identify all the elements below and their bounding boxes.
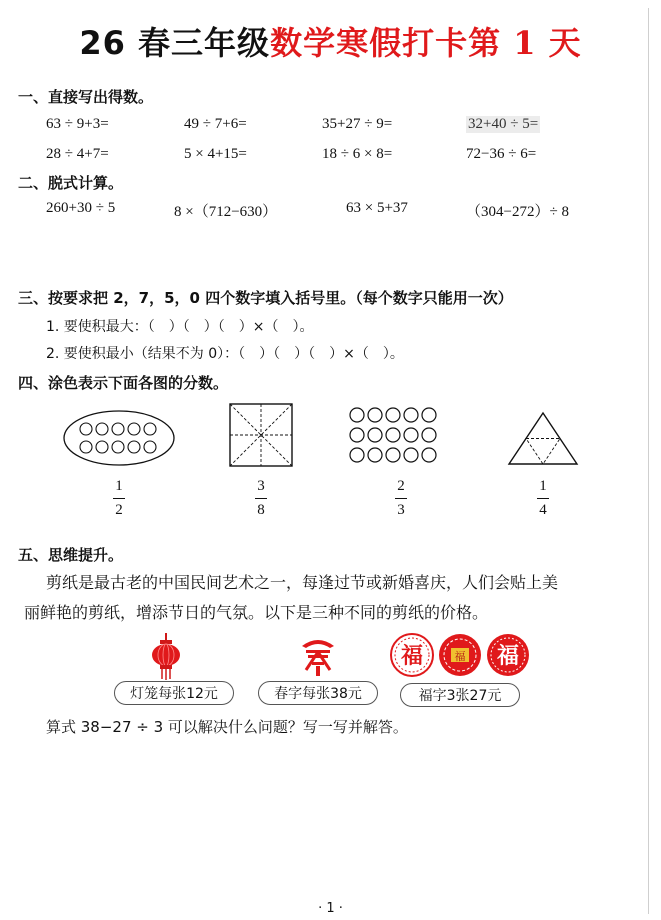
svg-text:福: 福 bbox=[454, 650, 466, 663]
svg-text:福: 福 bbox=[400, 643, 424, 669]
svg-text:福: 福 bbox=[496, 643, 520, 669]
price-tag-lantern: 灯笼每张12元 bbox=[114, 681, 234, 705]
s5-question: 算式 38−27 ÷ 3 可以解决什么问题？写一写并解答。 bbox=[46, 718, 408, 736]
fraction-denominator: 2 bbox=[115, 502, 123, 518]
square-eighths-figure bbox=[228, 402, 294, 468]
page-number: · 1 · bbox=[318, 901, 343, 916]
fraction-denominator: 3 bbox=[397, 502, 405, 518]
lantern-icon bbox=[148, 633, 184, 681]
s1-item: 63 ÷ 9+3= bbox=[46, 116, 109, 132]
spring-papercut-icon bbox=[296, 632, 340, 676]
s1-item-watermarked: 32+40 ÷ 5= bbox=[468, 116, 539, 132]
fifteen-circles-figure bbox=[348, 405, 438, 465]
s3-question-1: 1. 要使积最大：（ ）（ ）（ ）×（ ）。 bbox=[46, 319, 314, 335]
s2-item: （304−272）÷ 8 bbox=[466, 204, 569, 220]
s1-item: 72−36 ÷ 6= bbox=[466, 146, 537, 162]
fraction-1 bbox=[104, 478, 134, 519]
s1-item: 49 ÷ 7+6= bbox=[184, 116, 247, 132]
section-2-heading: 二、脱式计算。 bbox=[18, 174, 124, 192]
oval-ten-circles-figure bbox=[62, 408, 177, 468]
fraction-numerator: 1 bbox=[115, 478, 123, 494]
price-tag-fu: 福字3张27元 bbox=[400, 683, 520, 707]
title-red: 数学寒假打卡第 1 天 bbox=[270, 24, 582, 62]
section-1-heading: 一、直接写出得数。 bbox=[18, 88, 154, 106]
s1-item: 28 ÷ 4+7= bbox=[46, 146, 109, 162]
fraction-3 bbox=[386, 478, 416, 519]
fraction-numerator: 2 bbox=[397, 478, 405, 494]
page-title bbox=[0, 18, 661, 64]
fraction-denominator: 4 bbox=[539, 502, 547, 518]
fraction-numerator: 1 bbox=[539, 478, 547, 494]
s1-item: 5 × 4+15= bbox=[184, 146, 247, 162]
s2-item: 260+30 ÷ 5 bbox=[46, 200, 116, 216]
triangle-quarters-figure bbox=[506, 410, 580, 468]
section-4-heading: 四、涂色表示下面各图的分数。 bbox=[18, 374, 229, 392]
s3-question-2: 2. 要使积最小（结果不为 0）：（ ）（ ）（ ）×（ ）。 bbox=[46, 346, 404, 362]
fraction-2 bbox=[246, 478, 276, 519]
fraction-numerator: 3 bbox=[257, 478, 265, 494]
fraction-4 bbox=[528, 478, 558, 519]
s5-paragraph-line-1: 剪纸是最古老的中国民间艺术之一，每逢过节或新婚喜庆，人们会贴上美 bbox=[46, 573, 559, 592]
section-3-heading: 三、按要求把 2，7，5，0 四个数字填入括号里。（每个数字只能用一次） bbox=[18, 289, 513, 307]
title-black: 26 春三年级 bbox=[79, 24, 271, 62]
price-tag-spring: 春字每张38元 bbox=[258, 681, 378, 705]
s2-item: 8 ×（712−630） bbox=[174, 204, 278, 220]
section-5-heading: 五、思维提升。 bbox=[18, 546, 124, 564]
fu-papercuts-icon bbox=[390, 632, 532, 678]
s2-item: 63 × 5+37 bbox=[346, 200, 408, 216]
s1-item: 18 ÷ 6 × 8= bbox=[322, 146, 393, 162]
s1-item: 35+27 ÷ 9= bbox=[322, 116, 393, 132]
s5-paragraph-line-2: 丽鲜艳的剪纸，增添节日的气氛。以下是三种不同的剪纸的价格。 bbox=[24, 603, 489, 622]
fraction-denominator: 8 bbox=[257, 502, 265, 518]
